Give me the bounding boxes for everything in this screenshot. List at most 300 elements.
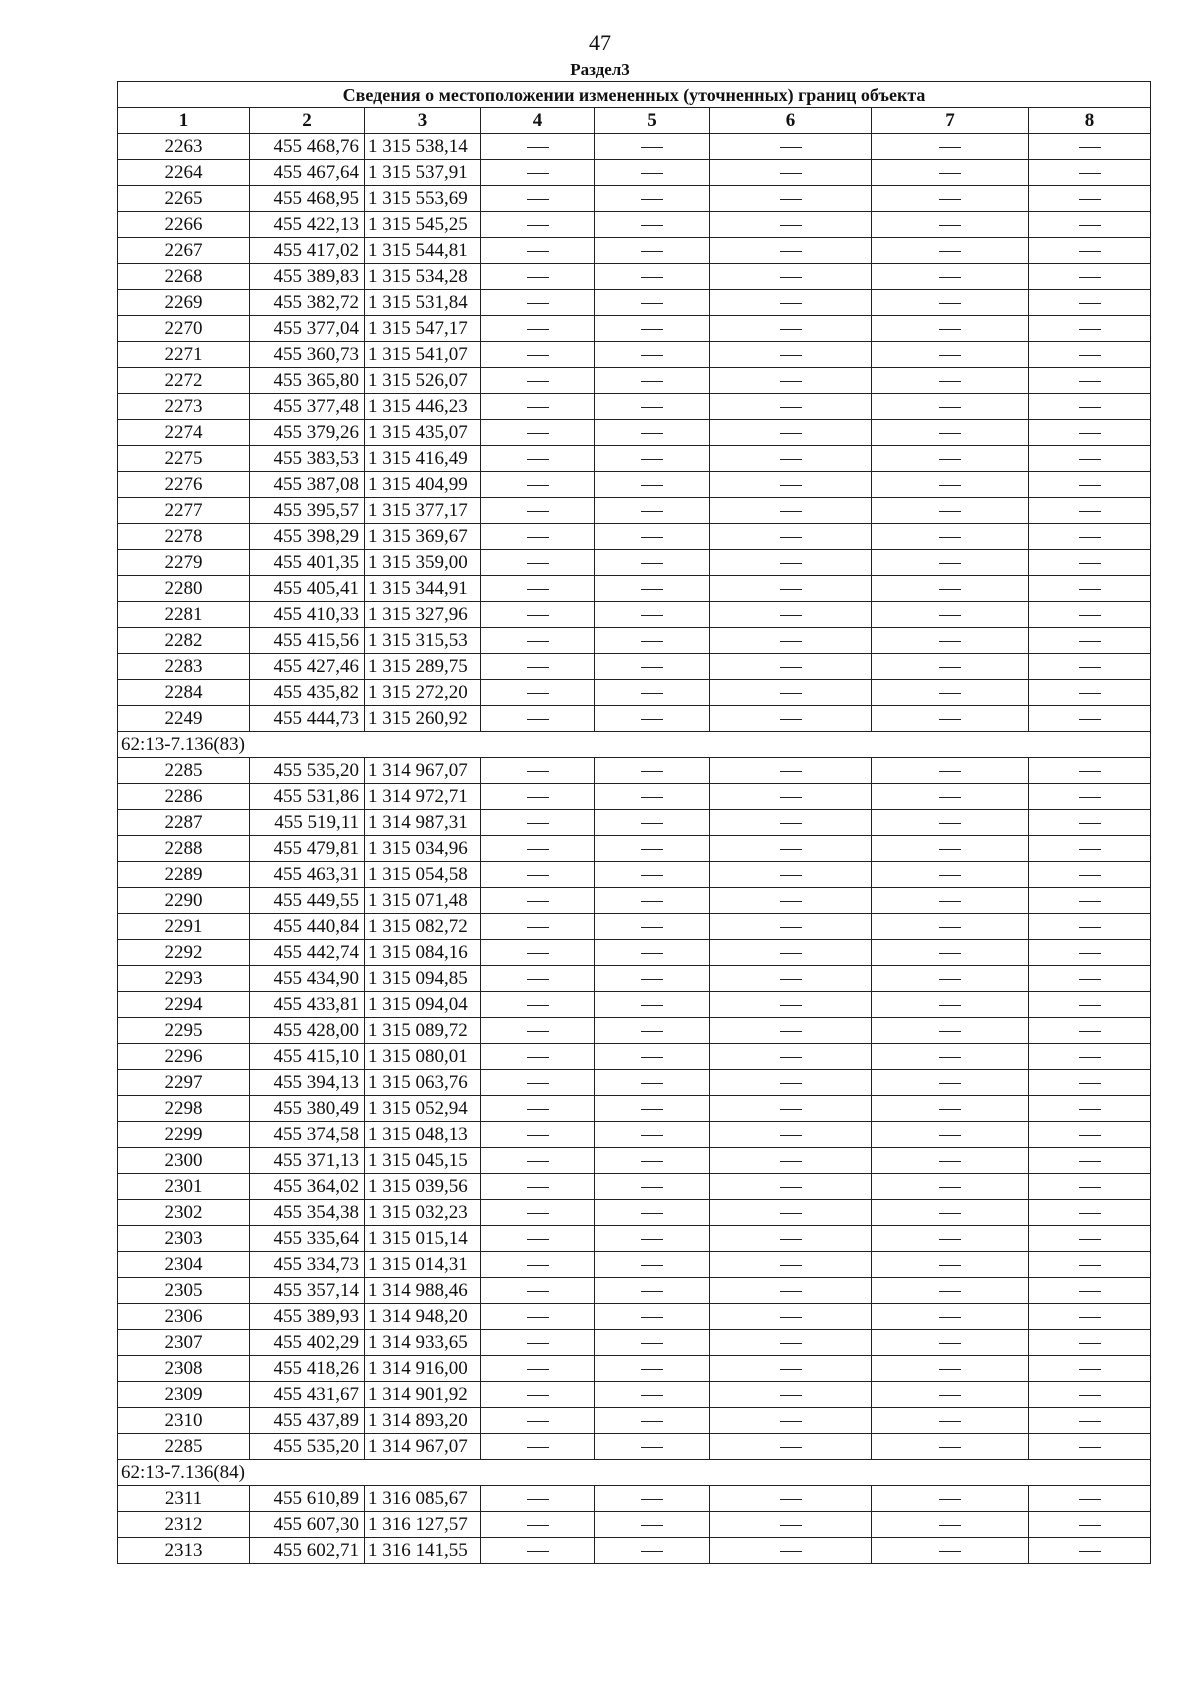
empty-dash-mark [527, 329, 549, 330]
column-number-row [118, 108, 1151, 134]
table-row [118, 472, 1151, 498]
empty-dash-mark [527, 433, 549, 434]
point-number-cell: 2284 [118, 680, 250, 706]
x-coordinate-cell: 455 607,30 [250, 1512, 365, 1538]
empty-value-cell-col-5 [595, 1044, 710, 1070]
empty-value-cell-col-4 [481, 1382, 595, 1408]
y-coordinate-cell: 1 315 545,25 [365, 212, 481, 238]
empty-dash-mark [1079, 1083, 1101, 1084]
empty-dash-mark [1079, 251, 1101, 252]
y-coordinate-cell: 1 314 901,92 [365, 1382, 481, 1408]
empty-value-cell-col-6 [710, 1122, 872, 1148]
x-coordinate-cell: 455 535,20 [250, 1434, 365, 1460]
empty-value-cell-col-7 [872, 1356, 1029, 1382]
table-row [118, 394, 1151, 420]
empty-dash-mark [780, 1187, 802, 1188]
table-title: Сведения о местоположении измененных (уточненных) границ объекта [118, 82, 1151, 108]
empty-dash-mark [939, 303, 961, 304]
empty-dash-mark [641, 329, 663, 330]
empty-value-cell-col-4 [481, 1330, 595, 1356]
x-coordinate-cell: 455 415,10 [250, 1044, 365, 1070]
empty-dash-mark [939, 1239, 961, 1240]
empty-dash-mark [527, 771, 549, 772]
empty-value-cell-col-7 [872, 264, 1029, 290]
empty-value-cell-col-7 [872, 654, 1029, 680]
y-coordinate-cell: 1 315 544,81 [365, 238, 481, 264]
empty-value-cell-col-8 [1029, 576, 1151, 602]
empty-dash-mark [780, 1395, 802, 1396]
point-number-cell: 2265 [118, 186, 250, 212]
empty-value-cell-col-7 [872, 1044, 1029, 1070]
y-coordinate-cell: 1 315 369,67 [365, 524, 481, 550]
empty-value-cell-col-7 [872, 1512, 1029, 1538]
empty-dash-mark [780, 641, 802, 642]
y-coordinate-cell: 1 314 948,20 [365, 1304, 481, 1330]
empty-dash-mark [527, 147, 549, 148]
empty-value-cell-col-5 [595, 1252, 710, 1278]
empty-value-cell-col-8 [1029, 1278, 1151, 1304]
empty-value-cell-col-4 [481, 1226, 595, 1252]
empty-value-cell-col-8 [1029, 186, 1151, 212]
empty-value-cell-col-8 [1029, 602, 1151, 628]
empty-value-cell-col-7 [872, 966, 1029, 992]
empty-value-cell-col-7 [872, 550, 1029, 576]
y-coordinate-cell: 1 314 916,00 [365, 1356, 481, 1382]
empty-dash-mark [939, 1421, 961, 1422]
y-coordinate-cell: 1 314 988,46 [365, 1278, 481, 1304]
empty-value-cell-col-8 [1029, 1096, 1151, 1122]
empty-value-cell-col-7 [872, 1200, 1029, 1226]
y-coordinate-cell: 1 315 272,20 [365, 680, 481, 706]
y-coordinate-cell: 1 315 052,94 [365, 1096, 481, 1122]
table-row [118, 862, 1151, 888]
empty-dash-mark [527, 875, 549, 876]
x-coordinate-cell: 455 610,89 [250, 1486, 365, 1512]
empty-value-cell-col-7 [872, 1252, 1029, 1278]
empty-value-cell-col-6 [710, 1382, 872, 1408]
empty-dash-mark [1079, 303, 1101, 304]
empty-value-cell-col-8 [1029, 498, 1151, 524]
empty-dash-mark [527, 823, 549, 824]
point-number-cell: 2280 [118, 576, 250, 602]
empty-value-cell-col-6 [710, 394, 872, 420]
x-coordinate-cell: 455 380,49 [250, 1096, 365, 1122]
empty-value-cell-col-8 [1029, 212, 1151, 238]
table-row [118, 1356, 1151, 1382]
x-coordinate-cell: 455 468,76 [250, 134, 365, 160]
empty-value-cell-col-6 [710, 1070, 872, 1096]
point-number-cell: 2302 [118, 1200, 250, 1226]
empty-value-cell-col-7 [872, 316, 1029, 342]
empty-value-cell-col-6 [710, 810, 872, 836]
empty-value-cell-col-8 [1029, 1538, 1151, 1564]
empty-value-cell-col-6 [710, 888, 872, 914]
point-number-cell: 2301 [118, 1174, 250, 1200]
empty-value-cell-col-4 [481, 342, 595, 368]
x-coordinate-cell: 455 519,11 [250, 810, 365, 836]
empty-value-cell-col-4 [481, 1304, 595, 1330]
table-row [118, 1512, 1151, 1538]
empty-dash-mark [1079, 355, 1101, 356]
x-coordinate-cell: 455 463,31 [250, 862, 365, 888]
empty-dash-mark [641, 355, 663, 356]
empty-value-cell-col-5 [595, 420, 710, 446]
empty-dash-mark [641, 251, 663, 252]
y-coordinate-cell: 1 315 063,76 [365, 1070, 481, 1096]
empty-dash-mark [527, 1317, 549, 1318]
empty-value-cell-col-8 [1029, 1434, 1151, 1460]
empty-value-cell-col-5 [595, 1538, 710, 1564]
y-coordinate-cell: 1 315 547,17 [365, 316, 481, 342]
empty-dash-mark [939, 1005, 961, 1006]
empty-dash-mark [939, 1369, 961, 1370]
empty-value-cell-col-8 [1029, 758, 1151, 784]
empty-value-cell-col-4 [481, 628, 595, 654]
x-coordinate-cell: 455 398,29 [250, 524, 365, 550]
point-number-cell: 2282 [118, 628, 250, 654]
empty-value-cell-col-7 [872, 186, 1029, 212]
empty-value-cell-col-4 [481, 498, 595, 524]
table-row [118, 1486, 1151, 1512]
point-number-cell: 2283 [118, 654, 250, 680]
empty-dash-mark [527, 1005, 549, 1006]
empty-dash-mark [939, 589, 961, 590]
empty-dash-mark [527, 1187, 549, 1188]
table-row [118, 1330, 1151, 1356]
empty-value-cell-col-5 [595, 654, 710, 680]
y-coordinate-cell: 1 315 359,00 [365, 550, 481, 576]
empty-dash-mark [780, 329, 802, 330]
empty-dash-mark [780, 1161, 802, 1162]
empty-value-cell-col-5 [595, 1330, 710, 1356]
x-coordinate-cell: 455 335,64 [250, 1226, 365, 1252]
empty-dash-mark [641, 433, 663, 434]
table-row [118, 1122, 1151, 1148]
empty-value-cell-col-5 [595, 992, 710, 1018]
x-coordinate-cell: 455 418,26 [250, 1356, 365, 1382]
point-number-cell: 2277 [118, 498, 250, 524]
empty-dash-mark [1079, 563, 1101, 564]
empty-value-cell-col-8 [1029, 1148, 1151, 1174]
table-row [118, 758, 1151, 784]
empty-dash-mark [641, 771, 663, 772]
empty-dash-mark [527, 1551, 549, 1552]
empty-value-cell-col-5 [595, 862, 710, 888]
y-coordinate-cell: 1 315 094,04 [365, 992, 481, 1018]
empty-dash-mark [641, 1421, 663, 1422]
y-coordinate-cell: 1 315 534,28 [365, 264, 481, 290]
point-number-cell: 2287 [118, 810, 250, 836]
empty-value-cell-col-6 [710, 628, 872, 654]
column-header-4: 4 [481, 108, 595, 134]
empty-dash-mark [641, 901, 663, 902]
empty-value-cell-col-5 [595, 160, 710, 186]
table-row [118, 498, 1151, 524]
empty-value-cell-col-6 [710, 524, 872, 550]
x-coordinate-cell: 455 440,84 [250, 914, 365, 940]
empty-dash-mark [641, 1395, 663, 1396]
empty-value-cell-col-6 [710, 914, 872, 940]
empty-value-cell-col-8 [1029, 888, 1151, 914]
empty-dash-mark [939, 1499, 961, 1500]
empty-dash-mark [527, 1161, 549, 1162]
empty-dash-mark [641, 407, 663, 408]
empty-value-cell-col-6 [710, 212, 872, 238]
empty-value-cell-col-8 [1029, 394, 1151, 420]
x-coordinate-cell: 455 602,71 [250, 1538, 365, 1564]
group-row [118, 732, 1151, 758]
y-coordinate-cell: 1 314 933,65 [365, 1330, 481, 1356]
empty-value-cell-col-6 [710, 940, 872, 966]
empty-dash-mark [939, 277, 961, 278]
empty-value-cell-col-7 [872, 628, 1029, 654]
empty-dash-mark [1079, 459, 1101, 460]
empty-dash-mark [641, 1005, 663, 1006]
empty-dash-mark [939, 511, 961, 512]
empty-value-cell-col-8 [1029, 680, 1151, 706]
empty-value-cell-col-7 [872, 914, 1029, 940]
empty-value-cell-col-6 [710, 1148, 872, 1174]
empty-dash-mark [780, 1057, 802, 1058]
empty-value-cell-col-6 [710, 160, 872, 186]
y-coordinate-cell: 1 315 531,84 [365, 290, 481, 316]
empty-value-cell-col-5 [595, 1278, 710, 1304]
empty-value-cell-col-8 [1029, 1200, 1151, 1226]
empty-dash-mark [1079, 615, 1101, 616]
empty-value-cell-col-4 [481, 1044, 595, 1070]
table-row [118, 1148, 1151, 1174]
y-coordinate-cell: 1 315 537,91 [365, 160, 481, 186]
empty-value-cell-col-7 [872, 368, 1029, 394]
empty-dash-mark [527, 1057, 549, 1058]
empty-value-cell-col-6 [710, 836, 872, 862]
empty-dash-mark [1079, 719, 1101, 720]
point-number-cell: 2278 [118, 524, 250, 550]
empty-dash-mark [780, 927, 802, 928]
empty-dash-mark [527, 173, 549, 174]
y-coordinate-cell: 1 315 541,07 [365, 342, 481, 368]
empty-value-cell-col-6 [710, 186, 872, 212]
empty-dash-mark [527, 797, 549, 798]
table-row [118, 966, 1151, 992]
point-number-cell: 2310 [118, 1408, 250, 1434]
x-coordinate-cell: 455 389,93 [250, 1304, 365, 1330]
empty-value-cell-col-5 [595, 290, 710, 316]
empty-dash-mark [1079, 1057, 1101, 1058]
empty-dash-mark [780, 147, 802, 148]
empty-dash-mark [641, 719, 663, 720]
empty-dash-mark [527, 1109, 549, 1110]
empty-dash-mark [1079, 485, 1101, 486]
empty-dash-mark [527, 927, 549, 928]
y-coordinate-cell: 1 314 893,20 [365, 1408, 481, 1434]
point-number-cell: 2276 [118, 472, 250, 498]
empty-dash-mark [641, 849, 663, 850]
empty-dash-mark [1079, 1109, 1101, 1110]
empty-value-cell-col-5 [595, 1356, 710, 1382]
empty-value-cell-col-7 [872, 1278, 1029, 1304]
table-row [118, 940, 1151, 966]
empty-dash-mark [527, 199, 549, 200]
y-coordinate-cell: 1 315 435,07 [365, 420, 481, 446]
empty-value-cell-col-5 [595, 238, 710, 264]
point-number-cell: 2273 [118, 394, 250, 420]
point-number-cell: 2271 [118, 342, 250, 368]
x-coordinate-cell: 455 431,67 [250, 1382, 365, 1408]
y-coordinate-cell: 1 316 127,57 [365, 1512, 481, 1538]
group-label: 62:13-7.136(83) [118, 732, 1151, 758]
y-coordinate-cell: 1 315 084,16 [365, 940, 481, 966]
y-coordinate-cell: 1 315 082,72 [365, 914, 481, 940]
empty-value-cell-col-5 [595, 888, 710, 914]
empty-dash-mark [1079, 1317, 1101, 1318]
empty-value-cell-col-6 [710, 1018, 872, 1044]
empty-dash-mark [939, 771, 961, 772]
empty-value-cell-col-6 [710, 134, 872, 160]
empty-value-cell-col-6 [710, 1356, 872, 1382]
empty-value-cell-col-6 [710, 1174, 872, 1200]
table-row [118, 576, 1151, 602]
empty-dash-mark [1079, 329, 1101, 330]
point-number-cell: 2272 [118, 368, 250, 394]
empty-dash-mark [527, 381, 549, 382]
y-coordinate-cell: 1 315 039,56 [365, 1174, 481, 1200]
empty-dash-mark [641, 1031, 663, 1032]
empty-value-cell-col-4 [481, 1278, 595, 1304]
empty-dash-mark [939, 173, 961, 174]
point-number-cell: 2291 [118, 914, 250, 940]
x-coordinate-cell: 455 365,80 [250, 368, 365, 394]
table-row [118, 992, 1151, 1018]
empty-dash-mark [780, 225, 802, 226]
empty-dash-mark [939, 719, 961, 720]
empty-dash-mark [641, 511, 663, 512]
point-number-cell: 2285 [118, 1434, 250, 1460]
group-label: 62:13-7.136(84) [118, 1460, 1151, 1486]
empty-value-cell-col-5 [595, 1304, 710, 1330]
empty-dash-mark [641, 875, 663, 876]
empty-value-cell-col-4 [481, 940, 595, 966]
point-number-cell: 2307 [118, 1330, 250, 1356]
empty-dash-mark [641, 1291, 663, 1292]
empty-dash-mark [780, 719, 802, 720]
empty-dash-mark [780, 849, 802, 850]
empty-dash-mark [527, 667, 549, 668]
x-coordinate-cell: 455 415,56 [250, 628, 365, 654]
empty-value-cell-col-7 [872, 290, 1029, 316]
empty-value-cell-col-5 [595, 706, 710, 732]
x-coordinate-cell: 455 428,00 [250, 1018, 365, 1044]
table-title-row [118, 82, 1151, 108]
empty-value-cell-col-4 [481, 524, 595, 550]
empty-dash-mark [780, 1213, 802, 1214]
empty-value-cell-col-8 [1029, 342, 1151, 368]
y-coordinate-cell: 1 315 032,23 [365, 1200, 481, 1226]
empty-value-cell-col-4 [481, 836, 595, 862]
empty-dash-mark [527, 511, 549, 512]
empty-dash-mark [939, 875, 961, 876]
y-coordinate-cell: 1 315 260,92 [365, 706, 481, 732]
y-coordinate-cell: 1 316 085,67 [365, 1486, 481, 1512]
empty-dash-mark [527, 1343, 549, 1344]
empty-value-cell-col-4 [481, 654, 595, 680]
empty-value-cell-col-4 [481, 992, 595, 1018]
table-row [118, 134, 1151, 160]
y-coordinate-cell: 1 315 404,99 [365, 472, 481, 498]
empty-dash-mark [939, 225, 961, 226]
empty-value-cell-col-8 [1029, 1512, 1151, 1538]
empty-dash-mark [1079, 641, 1101, 642]
empty-dash-mark [527, 1421, 549, 1422]
empty-dash-mark [641, 1317, 663, 1318]
empty-dash-mark [527, 1265, 549, 1266]
empty-value-cell-col-4 [481, 1070, 595, 1096]
empty-dash-mark [939, 901, 961, 902]
empty-value-cell-col-5 [595, 1070, 710, 1096]
y-coordinate-cell: 1 315 344,91 [365, 576, 481, 602]
empty-dash-mark [780, 1265, 802, 1266]
empty-dash-mark [939, 329, 961, 330]
empty-value-cell-col-7 [872, 888, 1029, 914]
empty-value-cell-col-6 [710, 368, 872, 394]
y-coordinate-cell: 1 315 034,96 [365, 836, 481, 862]
empty-dash-mark [780, 771, 802, 772]
empty-value-cell-col-7 [872, 446, 1029, 472]
empty-value-cell-col-8 [1029, 706, 1151, 732]
empty-dash-mark [780, 979, 802, 980]
x-coordinate-cell: 455 354,38 [250, 1200, 365, 1226]
empty-value-cell-col-8 [1029, 472, 1151, 498]
empty-value-cell-col-8 [1029, 862, 1151, 888]
empty-value-cell-col-6 [710, 1252, 872, 1278]
x-coordinate-cell: 455 371,13 [250, 1148, 365, 1174]
empty-value-cell-col-7 [872, 238, 1029, 264]
empty-dash-mark [939, 1135, 961, 1136]
empty-dash-mark [939, 251, 961, 252]
empty-dash-mark [1079, 1265, 1101, 1266]
empty-value-cell-col-4 [481, 1200, 595, 1226]
empty-dash-mark [527, 1395, 549, 1396]
empty-value-cell-col-8 [1029, 1408, 1151, 1434]
table-row [118, 238, 1151, 264]
table-row [118, 1226, 1151, 1252]
point-number-cell: 2303 [118, 1226, 250, 1252]
point-number-cell: 2288 [118, 836, 250, 862]
x-coordinate-cell: 455 449,55 [250, 888, 365, 914]
empty-value-cell-col-4 [481, 1122, 595, 1148]
y-coordinate-cell: 1 315 446,23 [365, 394, 481, 420]
empty-dash-mark [527, 615, 549, 616]
x-coordinate-cell: 455 435,82 [250, 680, 365, 706]
empty-value-cell-col-7 [872, 1408, 1029, 1434]
y-coordinate-cell: 1 315 538,14 [365, 134, 481, 160]
empty-dash-mark [527, 1525, 549, 1526]
empty-value-cell-col-4 [481, 186, 595, 212]
empty-value-cell-col-4 [481, 160, 595, 186]
table-row [118, 810, 1151, 836]
empty-dash-mark [939, 797, 961, 798]
empty-value-cell-col-4 [481, 784, 595, 810]
empty-dash-mark [641, 823, 663, 824]
empty-dash-mark [780, 901, 802, 902]
empty-dash-mark [1079, 1421, 1101, 1422]
point-number-cell: 2270 [118, 316, 250, 342]
column-header-5: 5 [595, 108, 710, 134]
empty-dash-mark [641, 381, 663, 382]
empty-dash-mark [527, 303, 549, 304]
empty-dash-mark [527, 1083, 549, 1084]
empty-dash-mark [939, 1187, 961, 1188]
